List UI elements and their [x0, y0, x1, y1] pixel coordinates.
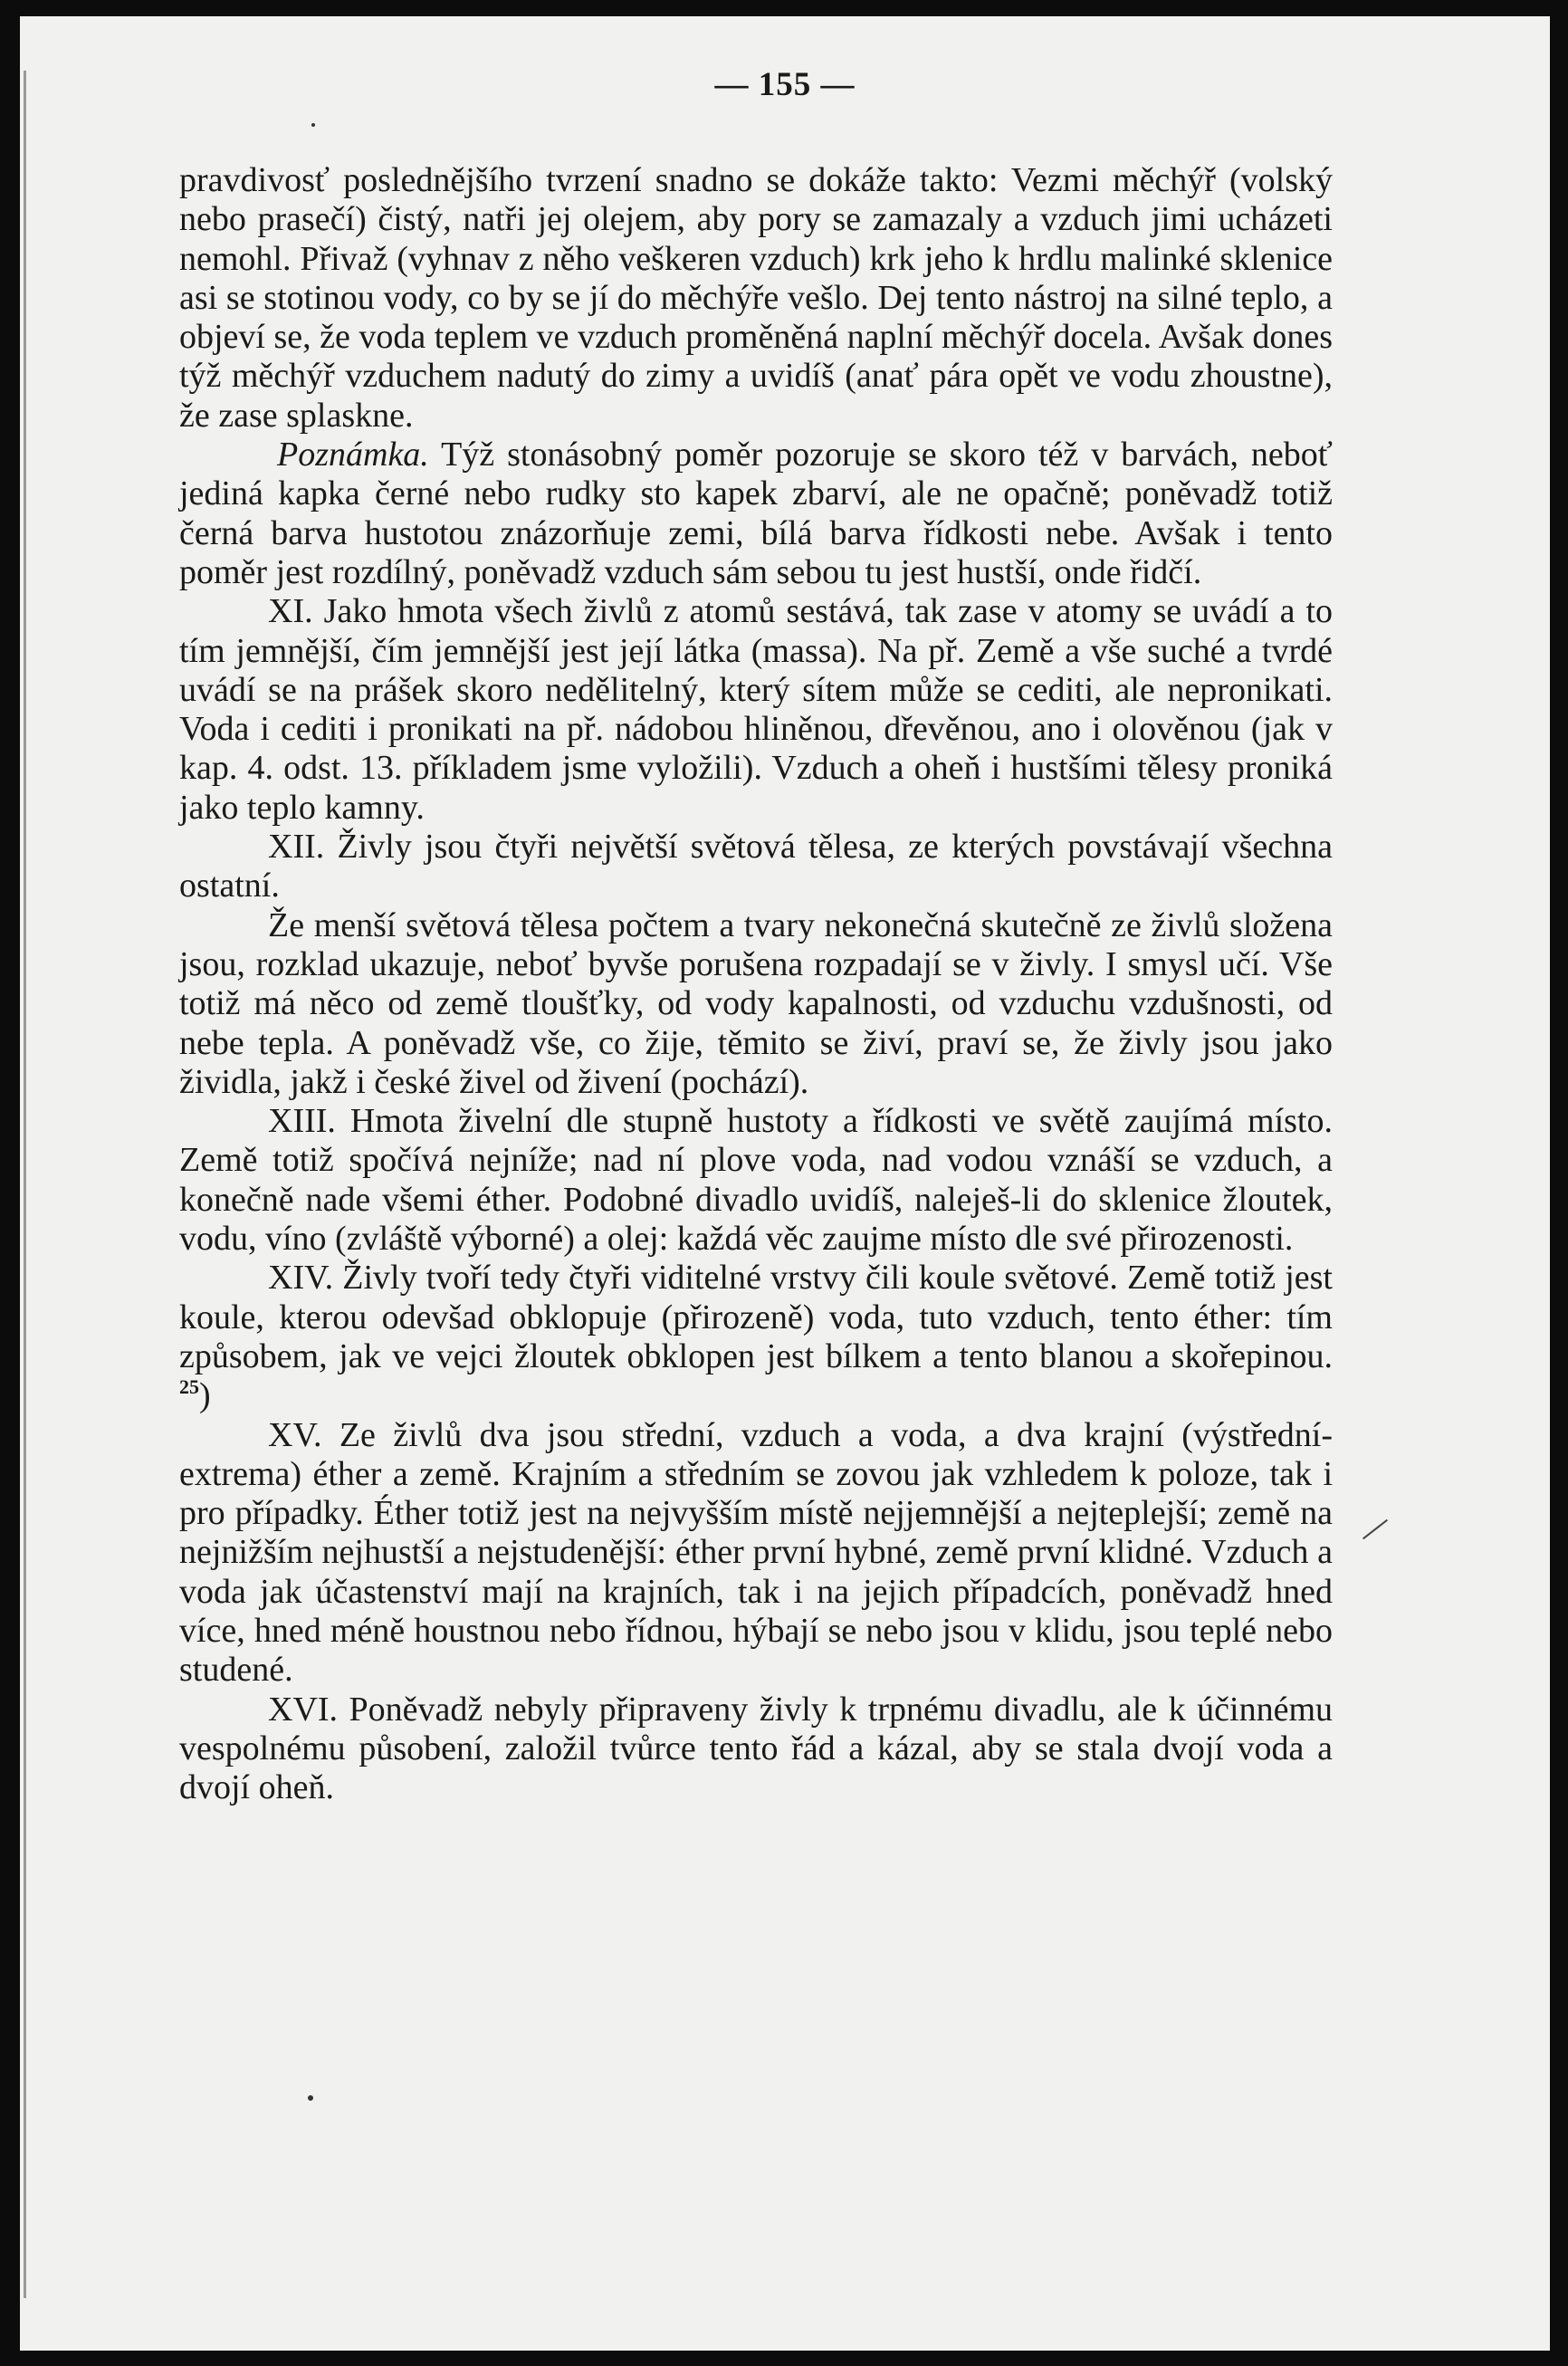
ink-speck — [311, 123, 315, 127]
margin-pencil-mark — [1362, 1519, 1388, 1540]
body-text — [179, 161, 1333, 1807]
footnote-paren: ) — [199, 1376, 211, 1415]
page-edge-shadow — [24, 71, 26, 2298]
footnote-marker: 25 — [179, 1375, 199, 1399]
paragraph-xiii: XIII. Hmota živelní dle stupně hustoty a řídkosti ve světě zaujímá místo. Země totiž spočívá nejníže; nad ní plove voda, nad vodou vznáší se vzduch, a konečně nade všemi éther. Podobné divadlo uvidíš, naleješ-li do sklenice žloutek, vodu, víno (zvláště výborné) a olej: každá věc zaujme místo dle své přirozenosti. — [179, 1102, 1333, 1259]
paragraph-xii-explanation: Že menší světová tělesa počtem a tvary nekonečná skutečně ze živlů složena jsou, rozklad ukazuje, neboť byvše porušena rozpadají se v živly. I smysl učí. Vše totiž má něco od země tloušťky, od vody kapalnosti, od vzduchu vzdušnosti, od nebe tepla. A poněvadž vše, co žije, těmito se živí, praví se, že živly jsou jako žividla, jakž i české živel od živení (pochází). — [179, 905, 1333, 1101]
paragraph-note — [179, 436, 1333, 592]
paragraph-intro: pravdivosť poslednějšího tvrzení snadno se dokáže takto: Vezmi měchýř (volský nebo prasečí) čistý, natři jej olejem, aby pory se zamazaly a vzduch jimi ucházeti nemohl. Přivaž (vyhnav z něho veškeren vzduch) krk jeho k hrdlu malinké sklenice asi se stotinou vody, co by se jí do měchýře vešlo. Dej tento nástroj na silné teplo, a objeví se, že voda teplem ve vzduch proměněná naplní měchýř docela. Avšak dones týž měchýř vzduchem nadutý do zimy a uvidíš (anať pára opět ve vodu zhoustne), že zase splaskne. — [179, 161, 1333, 435]
paragraph-xiv-text: XIV. Živly tvoří tedy čtyři viditelné vrstvy čili koule světové. Země totiž jest koule, kterou odevšad obklopuje (přirozeně) voda, tuto vzduch, tento éther: tím způsobem, jak ve vejci žloutek obklopen jest bílkem a tento blanou a skořepinou. — [179, 1259, 1333, 1375]
note-text: Týž stonásobný poměr pozoruje se skoro též v barvách, neboť jediná kapka černé nebo rudky sto kapek zbarví, ale ne opačně; poněvadž totiž černá barva hustotou znázorňuje zemi, bílá barva řídkosti nebe. Avšak i tento poměr jest rozdílný, poněvadž vzduch sám sebou tu jest hustší, onde řidčí. — [179, 436, 1333, 591]
paragraph-xvi: XVI. Poněvadž nebyly připraveny živly k trpnému divadlu, ale k účinnému vespolnému působení, založil tvůrce tento řád a kázal, aby se stala dvojí voda a dvojí oheň. — [179, 1690, 1333, 1807]
paragraph-xi: XI. Jako hmota všech živlů z atomů sestává, tak zase v atomy se uvádí a to tím jemnější, čím jemnější jest její látka (massa). Na př. Země a vše suché a tvrdé uvádí se na prášek skoro nedělitelný, který sítem může se cediti, ale nepronikati. Voda i cediti i pronikati na př. nádobou hliněnou, dřevěnou, ano i olověnou (jak v kap. 4. odst. 13. příkladem jsme vyložili). Vzduch a oheň i hustšími tělesy proniká jako teplo kamny. — [179, 592, 1333, 827]
page-number: — 155 — — [714, 66, 856, 103]
note-label: Poznámka. — [277, 436, 429, 474]
paragraph-xiv — [179, 1259, 1333, 1415]
book-page — [20, 16, 1550, 2351]
paragraph-xv: XV. Ze živlů dva jsou střední, vzduch a voda, a dva krajní (výstřední-extrema) éther a země. Krajním a středním se zovou jak vzhledem k poloze, tak i pro případky. Éther totiž jest na nejvyšším místě nejjemnější a nejteplejší; země na nejnižším nejhustší a nejstudenější: éther první hybné, země první klidné. Vzduch a voda jak účastenství mají na krajních, tak i na jejich případcích, poněvadž hned více, hned méně houstnou nebo řídnou, hýbají se nebo jsou v klidu, jsou teplé nebo studené. — [179, 1415, 1333, 1690]
paragraph-xii: XII. Živly jsou čtyři největší světová tělesa, ze kterých povstávají všechna ostatní. — [179, 828, 1333, 905]
ink-speck — [308, 2095, 313, 2101]
